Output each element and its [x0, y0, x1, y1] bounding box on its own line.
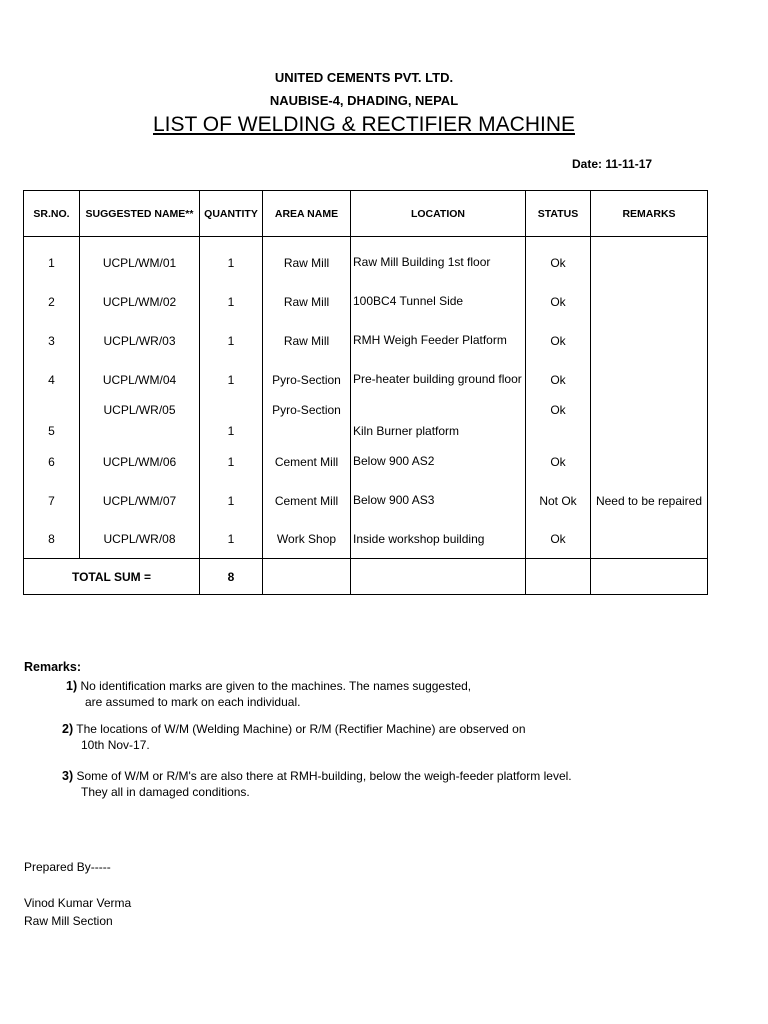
cell-srno: 5 [24, 399, 80, 442]
remark-item [62, 721, 526, 753]
cell-remarks [591, 321, 708, 360]
cell-name: UCPL/WM/06 [80, 442, 200, 481]
cell-quantity: 1 [200, 520, 263, 559]
cell-location: Pre-heater building ground floor [351, 360, 526, 399]
document-title: LIST OF WELDING & RECTIFIER MACHINE [153, 113, 575, 136]
cell-srno: 4 [24, 360, 80, 399]
machine-table [23, 190, 708, 595]
cell-srno: 1 [24, 237, 80, 283]
remarks-heading: Remarks: [24, 660, 81, 674]
cell-srno: 6 [24, 442, 80, 481]
cell-location: Raw Mill Building 1st floor [351, 237, 526, 283]
cell-area: Work Shop [263, 520, 351, 559]
cell-status: Ok [526, 360, 591, 399]
table-row [24, 520, 708, 559]
remark-text-line2: are assumed to mark on each individual. [85, 695, 301, 709]
table-row [24, 321, 708, 360]
column-header-quantity: QUANTITY [200, 191, 263, 237]
cell-remarks [591, 442, 708, 481]
cell-name: UCPL/WR/05 [80, 399, 200, 442]
cell-remarks [591, 237, 708, 283]
cell-quantity: 1 [200, 442, 263, 481]
cell-name: UCPL/WM/07 [80, 481, 200, 520]
column-header-location: LOCATION [351, 191, 526, 237]
table-row [24, 399, 708, 442]
total-empty-cell [591, 559, 708, 595]
total-row [24, 559, 708, 595]
cell-name: UCPL/WM/02 [80, 282, 200, 321]
cell-name: UCPL/WR/03 [80, 321, 200, 360]
remark-text-line1: No identification marks are given to the machines. The names suggested, [80, 679, 472, 693]
cell-location: Below 900 AS2 [351, 442, 526, 481]
prepared-by-label: Prepared By----- [24, 860, 111, 874]
preparer-section: Raw Mill Section [24, 914, 113, 928]
cell-area: Pyro-Section [263, 399, 351, 442]
cell-quantity: 1 [200, 481, 263, 520]
remark-text-line1: Some of W/M or R/M's are also there at RMH-building, below the weigh-feeder platform level. [76, 769, 572, 783]
cell-location: Inside workshop building [351, 520, 526, 559]
cell-area: Pyro-Section [263, 360, 351, 399]
cell-quantity: 1 [200, 399, 263, 442]
column-header-area: AREA NAME [263, 191, 351, 237]
table-row [24, 237, 708, 283]
table-row [24, 360, 708, 399]
table-row [24, 442, 708, 481]
preparer-name: Vinod Kumar Verma [24, 896, 132, 910]
cell-srno: 8 [24, 520, 80, 559]
cell-quantity: 1 [200, 321, 263, 360]
remark-text-line1: The locations of W/M (Welding Machine) or R/M (Rectifier Machine) are observed on [76, 722, 526, 736]
cell-area: Cement Mill [263, 481, 351, 520]
cell-srno: 7 [24, 481, 80, 520]
remark-item [62, 768, 572, 800]
column-header-name: SUGGESTED NAME** [80, 191, 200, 237]
company-name: UNITED CEMENTS PVT. LTD. [274, 70, 454, 85]
column-header-remarks: REMARKS [591, 191, 708, 237]
cell-srno: 2 [24, 282, 80, 321]
cell-area: Cement Mill [263, 442, 351, 481]
cell-status: Ok [526, 520, 591, 559]
cell-location: RMH Weigh Feeder Platform [351, 321, 526, 360]
total-empty-cell [263, 559, 351, 595]
column-header-status: STATUS [526, 191, 591, 237]
cell-area: Raw Mill [263, 237, 351, 283]
total-label: TOTAL SUM = [24, 559, 200, 595]
cell-name: UCPL/WR/08 [80, 520, 200, 559]
cell-name: UCPL/WM/01 [80, 237, 200, 283]
cell-status: Not Ok [526, 481, 591, 520]
cell-area: Raw Mill [263, 282, 351, 321]
cell-remarks: Need to be repaired [591, 481, 708, 520]
column-header-srno: SR.NO. [24, 191, 80, 237]
document-date: Date: 11-11-17 [572, 157, 653, 171]
remark-number: 3) [62, 769, 74, 783]
cell-location: Below 900 AS3 [351, 481, 526, 520]
total-value: 8 [200, 559, 263, 595]
remark-number: 2) [62, 722, 74, 736]
cell-remarks [591, 360, 708, 399]
total-empty-cell [526, 559, 591, 595]
total-empty-cell [351, 559, 526, 595]
remark-number: 1) [66, 679, 78, 693]
company-address: NAUBISE-4, DHADING, NEPAL [269, 93, 459, 108]
remark-text-line2: 10th Nov-17. [81, 738, 150, 752]
cell-status: Ok [526, 321, 591, 360]
cell-quantity: 1 [200, 360, 263, 399]
table-row [24, 282, 708, 321]
cell-location: 100BC4 Tunnel Side [351, 282, 526, 321]
cell-remarks [591, 520, 708, 559]
remark-item [66, 678, 471, 710]
cell-status: Ok [526, 282, 591, 321]
cell-status: Ok [526, 442, 591, 481]
table-row [24, 481, 708, 520]
remark-text-line2: They all in damaged conditions. [81, 785, 250, 799]
cell-quantity: 1 [200, 282, 263, 321]
cell-remarks [591, 399, 708, 442]
cell-name: UCPL/WM/04 [80, 360, 200, 399]
cell-quantity: 1 [200, 237, 263, 283]
cell-remarks [591, 282, 708, 321]
cell-status: Ok [526, 237, 591, 283]
cell-srno: 3 [24, 321, 80, 360]
cell-status: Ok [526, 399, 591, 442]
cell-area: Raw Mill [263, 321, 351, 360]
table-header-row [24, 191, 708, 237]
cell-location: Kiln Burner platform [351, 399, 526, 442]
